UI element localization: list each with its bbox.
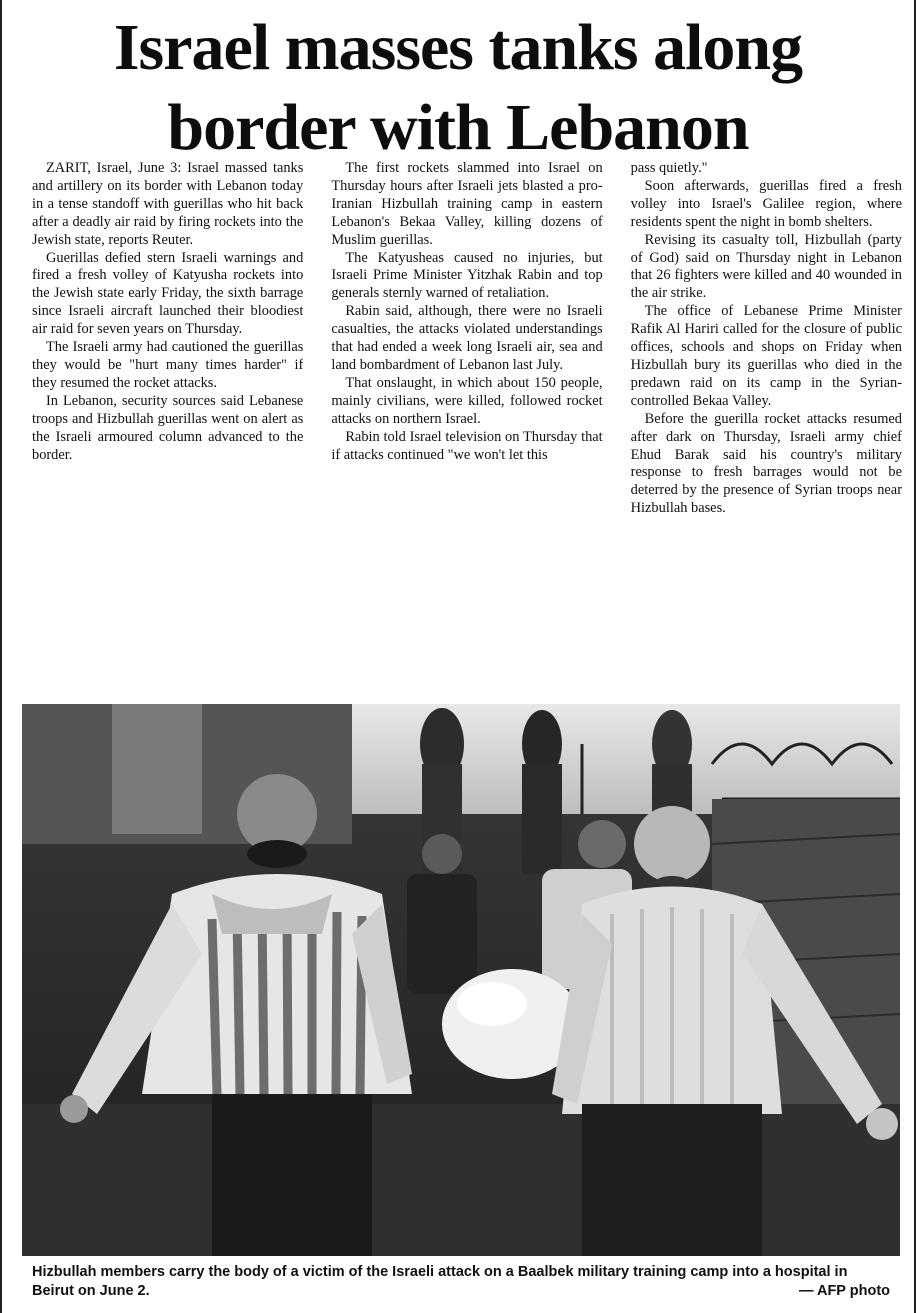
article-body [32,160,902,690]
photo-caption [32,1263,890,1301]
news-photo [22,704,900,1256]
paragraph: The Katyusheas caused no injuries, but Israeli Prime Minister Yitzhak Rabin and top generals sternly warned of retaliation. [331,249,603,302]
paragraph: The first rockets slammed into Israel on Thursday hours after Israeli jets blasted a pro-Iranian Hizbullah training camp in eastern Lebanon's Bekaa Valley, killing dozens of Muslim guerillas. [331,160,603,248]
article-column-1 [32,160,303,690]
headline-line-1: Israel masses tanks along [113,11,803,84]
article-column-3 [631,160,902,690]
paragraph: Rabin said, although, there were no Israeli casualties, the attacks violated understandings that had ended a week long Israeli air, sea and land bombardment of Lebanon last July. [331,303,603,373]
caption-text: Hizbullah members carry the body of a victim of the Israeli attack on a Baalbek military training camp into a hospital in Beirut on June 2. [32,1264,848,1299]
article-column-2 [331,160,602,690]
paragraph: Guerillas defied stern Israeli warnings and fired a fresh volley of Katyusha rockets into the Jewish state early Friday, the sixth barrage since Israeli aircraft launched their bloodiest air raid for seven years on Thursday. [32,249,304,338]
paragraph: ZARIT, Israel, June 3: Israel massed tanks and artillery on its border with Lebanon today in a tense standoff with guerillas who hit back after a deadly air raid by firing rockets into the Jewish state, reports Reuter. [32,160,304,248]
photo-illustration [22,704,900,1256]
paragraph-continuation: pass quietly." [630,160,708,176]
headline [2,0,914,168]
paragraph: Before the guerilla rocket attacks resumed after dark on Thursday, Israeli army chief Ehud Barak said his country's military response to fresh barrages would not be deterred by the presence of Syrian troops near Hizbullah bases. [630,410,902,517]
paragraph: That onslaught, in which about 150 people, mainly civilians, were killed, followed rocket attacks on northern Israel. [331,374,603,427]
paragraph: Revising its casualty toll, Hizbullah (party of God) said on Thursday night in Lebanon that 26 fighters were killed and 40 wounded in the air strike. [630,231,902,302]
paragraph: Rabin told Israel television on Thursday that if attacks continued "we won't let this [331,428,603,463]
paragraph: In Lebanon, security sources said Lebanese troops and Hizbullah guerillas went on alert as the Israeli armoured column advanced to the border. [32,392,304,463]
photo-credit: — AFP photo [798,1283,890,1299]
paragraph: Soon afterwards, guerillas fired a fresh volley into Israel's Galilee region, where residents spent the night in bomb shelters. [630,177,902,230]
paragraph: The Israeli army had cautioned the guerillas they would be "hurt many times harder" if they resumed the rocket attacks. [32,339,304,391]
headline-line-2: border with Lebanon [167,91,749,164]
paragraph: The office of Lebanese Prime Minister Rafik Al Hariri called for the closure of public offices, schools and shops on Friday when Hizbullah bury its guerillas who died in the predawn raid on its camp in the Syrian-controlled Bekaa Valley. [630,303,902,409]
